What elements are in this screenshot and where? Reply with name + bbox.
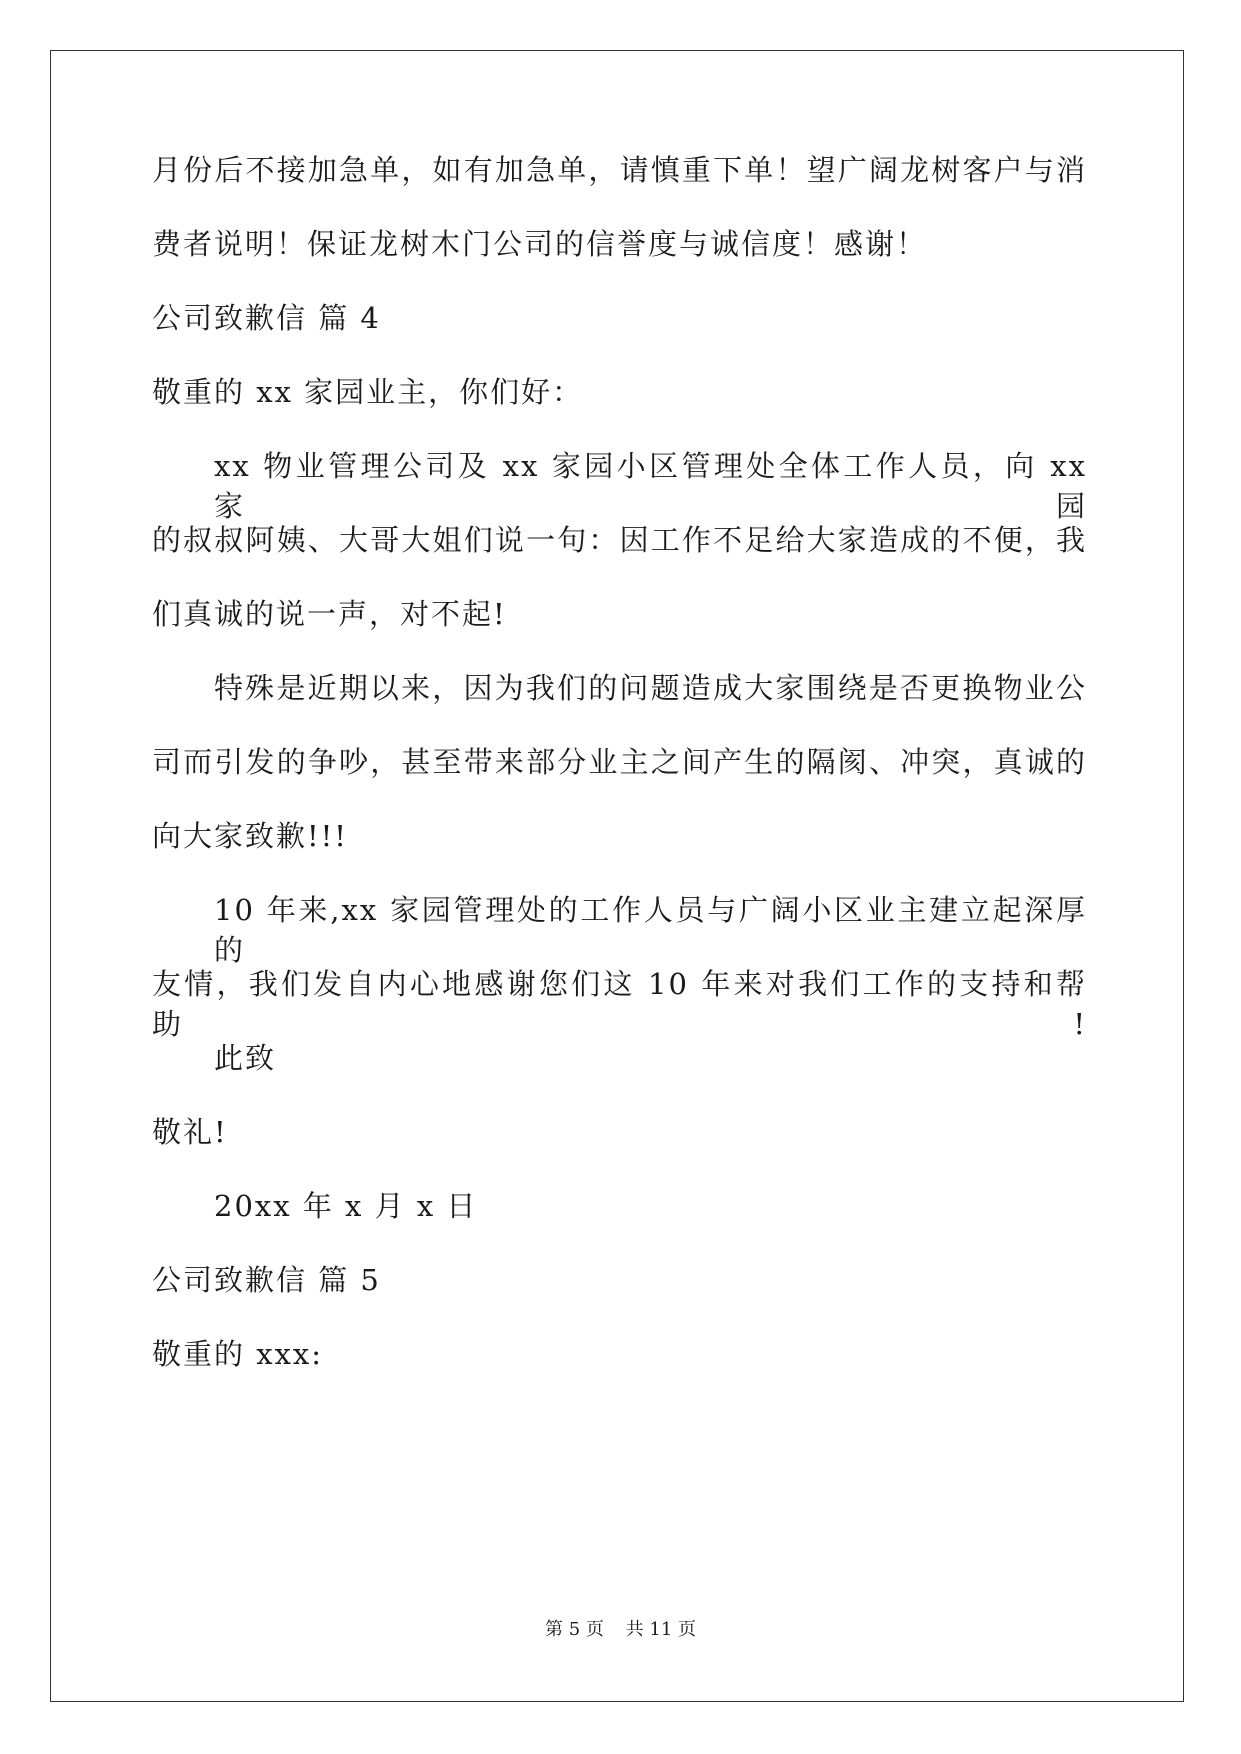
paragraph-line: 特殊是近期以来，因为我们的问题造成大家围绕是否更换物业公 — [214, 671, 1087, 705]
salutation: 敬重的 xx 家园业主，你们好： — [152, 375, 584, 409]
paragraph-line: 费者说明！保证龙树木门公司的信誉度与诚信度！感谢！ — [152, 227, 928, 261]
paragraph-line: 友情，我们发自内心地感谢您们这 10 年来对我们工作的支持和帮助! — [152, 967, 1087, 1041]
paragraph-line: 月份后不接加急单，如有加急单，请慎重下单！望广阔龙树客户与消 — [152, 153, 1087, 187]
paragraph-line: xx 物业管理公司及 xx 家园小区管理处全体工作人员，向 xx 家园 — [214, 449, 1087, 523]
paragraph-line: 司而引发的争吵，甚至带来部分业主之间产生的隔阂、冲突，真诚的 — [152, 745, 1087, 779]
paragraph-line: 10 年来,xx 家园管理处的工作人员与广阔小区业主建立起深厚的 — [214, 893, 1087, 967]
paragraph-line: 的叔叔阿姨、大哥大姐们说一句：因工作不足给大家造成的不便，我 — [152, 523, 1087, 557]
salutation: 敬重的 xxx: — [152, 1337, 324, 1371]
paragraph-line: 向大家致歉!!! — [152, 819, 348, 853]
page-total: 共 11 页 — [625, 1619, 696, 1640]
section-heading: 公司致歉信 篇 4 — [152, 301, 381, 335]
paragraph-line: 们真诚的说一声，对不起! — [152, 597, 507, 631]
page-number: 第 5 页 — [545, 1619, 604, 1640]
section-heading: 公司致歉信 篇 5 — [152, 1263, 381, 1297]
closing-line: 此致 — [214, 1041, 277, 1075]
closing-line: 敬礼! — [152, 1115, 228, 1149]
date-line: 20xx 年 x 月 x 日 — [214, 1189, 478, 1223]
page-footer — [0, 1618, 1241, 1642]
